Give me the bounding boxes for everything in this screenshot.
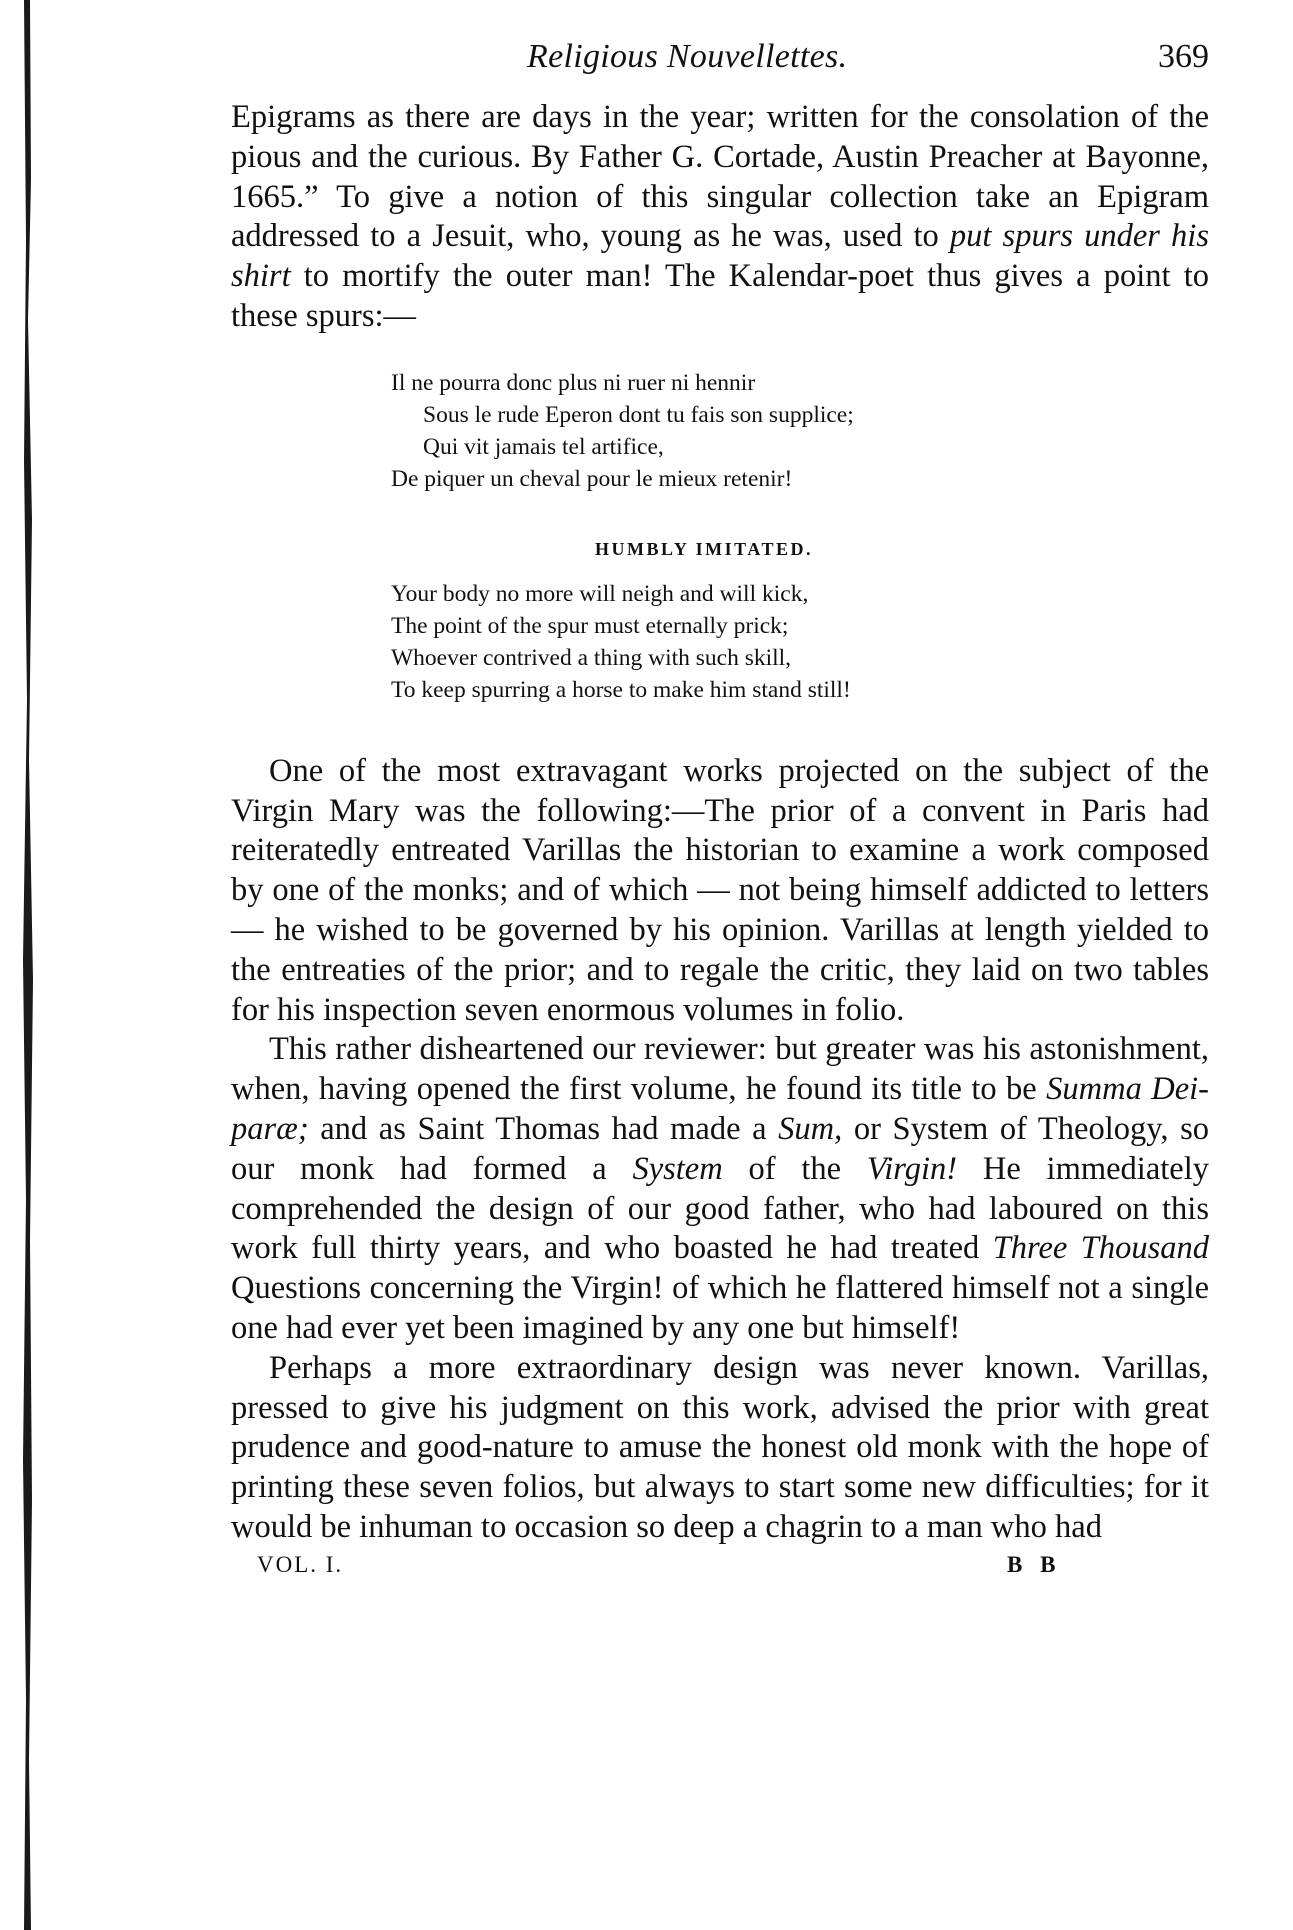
verse-line: To keep spurring a horse to make him stand still! bbox=[391, 676, 851, 703]
running-head-title: Religious Nouvellettes. bbox=[527, 38, 848, 75]
verse-line: The point of the spur must eternally prick; bbox=[391, 612, 789, 639]
verse-line: De piquer un cheval pour le mieux retenir! bbox=[391, 465, 793, 492]
text-run: This rather disheartened our reviewer: but greater was his astonishment, when, having opened the first volume, he found its title to be bbox=[231, 1031, 1209, 1108]
italic-run: System bbox=[632, 1150, 723, 1187]
french-epigram bbox=[391, 367, 1209, 495]
paragraph-summa bbox=[231, 1030, 1209, 1348]
binding-edge-shadow bbox=[14, 0, 40, 1930]
verse-line: Whoever contrived a thing with such skill, bbox=[391, 644, 792, 671]
italic-run: Sum, bbox=[778, 1110, 843, 1147]
text-run: or System of Theology, so our monk had formed a bbox=[231, 1110, 1210, 1187]
verse-line: Your body no more will neigh and will kick, bbox=[391, 580, 809, 607]
italic-run: put spurs under his shirt bbox=[231, 218, 1209, 295]
verse-heading: HUMBLY IMITATED. bbox=[595, 538, 814, 559]
paragraph-epigrams bbox=[231, 98, 1209, 337]
english-imitation bbox=[391, 578, 1209, 706]
running-head bbox=[231, 38, 1209, 98]
text-run: He immediately comprehended the design of our good father, who had laboured on this work full thirty years, and who boasted he had treated bbox=[231, 1150, 1209, 1267]
volume-label: VOL. I. bbox=[257, 1551, 344, 1577]
signature-line bbox=[231, 1552, 1209, 1592]
italic-run: Three Thousand bbox=[992, 1230, 1209, 1267]
text-run: to mortify the outer man! The Kalendar-poet thus gives a point to these spurs:— bbox=[231, 258, 1209, 334]
text-run: Epigrams as there are days in the year; written for the consolation of the pious and the curious. By Father G. Cortade, Austin Preacher at Bayonne, 1665.” To give a notion of this singular collection take an Epigram addressed to a Jesuit, who, young as he was, used to bbox=[231, 99, 1209, 255]
verse-line: Il ne pourra donc plus ni ruer ni hennir bbox=[391, 369, 756, 396]
page-number: 369 bbox=[1158, 38, 1209, 75]
text-run: Questions concerning the Virgin! of which he flattered himself not a single one had ever yet been imagined by any one but himself! bbox=[231, 1270, 1209, 1346]
italic-run: Summa Dei-paræ; bbox=[231, 1071, 1209, 1147]
verse-line: Sous le rude Eperon dont tu fais son supplice; bbox=[423, 401, 854, 428]
signature-mark: B B bbox=[1007, 1551, 1062, 1577]
text-run: and as Saint Thomas had made a bbox=[308, 1110, 779, 1147]
body-text bbox=[231, 98, 1209, 337]
italic-run: Virgin! bbox=[866, 1150, 958, 1187]
body-text bbox=[231, 752, 1209, 1548]
book-page bbox=[231, 38, 1209, 1592]
verse-line: Qui vit jamais tel artifice, bbox=[423, 433, 664, 460]
paragraph-design: Perhaps a more extraordinary design was never known. Varillas, pressed to give his judgment on this work, advised the prior with great prudence and good-nature to amuse the honest old monk with the hope of printing these seven folios, but always to start some new difficulties; for it would be inhuman to occasion so deep a chagrin to a man who had bbox=[231, 1349, 1209, 1545]
text-run: of the bbox=[722, 1150, 867, 1187]
paragraph-varillas: One of the most extravagant works projected on the subject of the Virgin Mary was the following:—The prior of a convent in Paris had reiteratedly entreated Varillas the historian to examine a work composed by one of the monks; and of which — not being himself addicted to letters — he wished to be governed by his opinion. Varillas at length yielded to the entreaties of the prior; and to regale the critic, they laid on two tables for his inspection seven enormous volumes in folio. bbox=[231, 752, 1209, 1028]
